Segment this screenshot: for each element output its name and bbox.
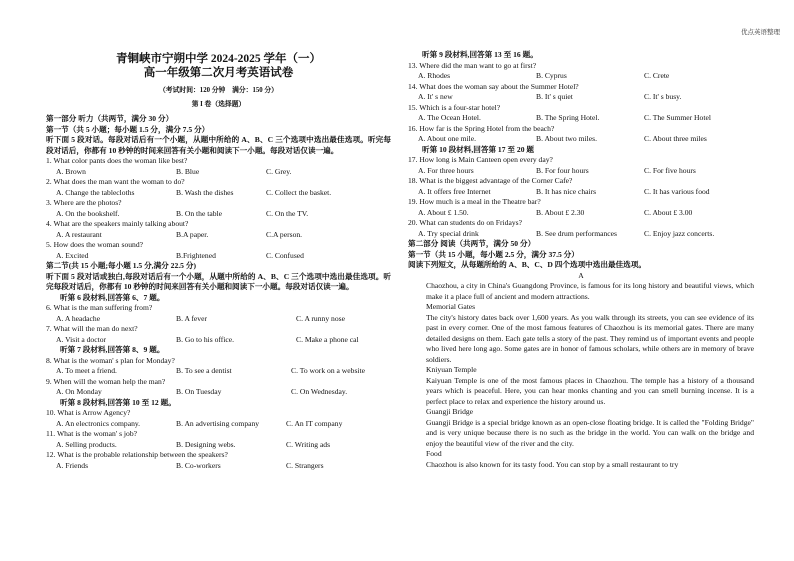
part1-sec1-instructions: 听下面 5 段对话。每段对话后有一个小题，从题中所给的 A、B、C 三个选项中选出最佳选项。听完每段对话后，你都有 10 秒钟的时间来回答有关小题和阅读下一小题。每段对话仅读一遍。 [46,135,391,155]
question-stem: 7. What will the man do next? [46,324,138,333]
right-column [408,50,754,470]
option-b: B.Frightened [176,250,216,260]
part2-title: 第二部分 阅读（共两节，满分 50 分） [408,239,536,248]
option-c: C.A person. [266,229,303,239]
option-b: B. The Spring Hotel. [536,113,600,122]
question-stem: 12. What is the probable relationship between the speakers? [46,450,228,459]
option-a: A. It offers free Internet [418,186,491,196]
option-c: C. Grey. [266,166,292,176]
question-group-17-20 [408,155,754,239]
question-options [46,314,391,325]
option-c: C. It has various food [644,186,710,196]
question-options [408,229,754,240]
option-a: A. On Monday [56,387,102,396]
option-b: B. About two miles. [536,134,597,143]
option-a: A. For three hours [418,165,474,175]
question-group-10-12 [46,408,391,471]
option-b: B. See drum performances [536,228,617,238]
option-a: A. Change the tablecloths [56,187,135,197]
material-8-intro: 听第 8 段材料,回答第 10 至 12 题。 [60,397,176,407]
option-c: C. To work on a website [291,366,365,375]
option-b: B. Go to his office. [176,334,235,344]
option-c: C. Writing ads [286,439,331,449]
option-c: C. Strangers [286,460,324,470]
question-options [408,187,754,198]
question-stem: 3. Where are the photos? [46,198,122,207]
material-10-intro: 听第 10 段材料,回答第 17 至 20 题 [422,144,535,154]
question-group-1-5 [46,156,391,261]
question-stem: 15. Which is a four-star hotel? [408,102,501,112]
part1-sec1-title: 第一节（共 5 小题；每小题 1.5 分，满分 7.5 分） [46,124,210,134]
question-options [46,461,391,472]
school-title: 青铜峡市宁朔中学 2024-2025 学年（一） [115,53,322,65]
material-7-intro: 听第 7 段材料,回答第 8、9 题。 [60,345,165,354]
passage-heading-3: Guangji Bridge [426,407,474,416]
option-a: A. To meet a friend. [56,366,117,375]
option-c: C. A runny nose [296,313,345,323]
part1-title: 第一部分 听力（共两节，满分 30 分） [46,114,174,123]
option-a: A. A headache [56,313,101,323]
option-b: B. Blue [176,166,200,176]
question-stem: 19. How much is a meal in the Theatre bar? [408,197,541,206]
question-stem: 20. What can students do on Fridays? [408,218,522,227]
option-b: B. About £ 2.30 [536,207,585,217]
option-a: A. It' s new [418,92,453,101]
material-9-intro: 听第 9 段材料,回答第 13 至 16 题。 [422,50,538,59]
option-a: A. Selling products. [56,439,117,449]
question-stem: 13. Where did the man want to go at first? [408,60,537,70]
question-stem: 16. How far is the Spring Hotel from the beach? [408,123,555,133]
option-a: A. About one mile. [418,134,477,143]
question-options [408,113,754,124]
passage-para-3: Guangji Bridge is a special bridge known as an open-close floating bridge. It is called the "Folding Bridge" and is very unique because there is no such as the bridge in the world. You can walk on the bridge and enjoy the beautiful view of the river and the city. [426,417,754,448]
question-options [46,387,391,398]
question-options [46,440,391,451]
option-b: B. Cyprus [536,71,567,80]
part2-instructions: 阅读下列短文，从每题所给的 A、B、C、D 四个选项中选出最佳选项。 [408,260,646,269]
question-options [46,230,391,241]
question-stem: 5. How does the woman sound? [46,240,144,249]
passage-para-2: Kaiyuan Temple is one of the most famous places in Chaozhou. The temple has a history of a thousand years which is peaceful. Here, you can hear monks chanting and you can smell burning incense. It is a perfect place to relax and experience the history around us. [426,375,754,406]
question-stem: 8. What is the woman' s plan for Monday? [46,355,175,365]
exam-title: 高一年级第二次月考英语试卷 [143,67,294,79]
passage-heading-2: Kniyuan Temple [426,365,477,374]
passage-heading-4: Food [426,449,442,458]
option-b: B. It has nice chairs [536,186,597,196]
option-b: B. Co-workers [176,460,221,470]
question-stem: 18. What is the biggest advantage of the Corner Cafe? [408,176,573,185]
question-options [408,166,754,177]
question-group-8-9 [46,356,391,398]
option-b: B. Wash the dishes [176,187,234,197]
question-options [408,134,754,145]
option-a: A. About £ 1.50. [418,207,469,217]
option-b: B. On Tuesday [176,387,222,396]
option-c: C. Collect the basket. [266,187,332,197]
part1-sec2-instructions: 听下面 5 段对话或独白,每段对话后有一个小题，从题中所给的 A、B、C 三个选项中选出最佳选项。听完每段对话后，你都有 10 秒钟的时间来回答有关小题和阅读下一小题。每段对话仅读一遍。 [46,271,391,291]
option-a: A. On the bookshelf. [56,208,120,218]
question-options [46,335,391,346]
question-options [46,188,391,199]
option-b: B. An advertising company [176,418,260,428]
option-b: B. Designing webs. [176,439,236,449]
question-options [46,419,391,430]
question-options [46,209,391,220]
option-c: C. Confused [266,250,304,260]
option-a: A. An electronics company. [56,418,141,428]
option-b: B. To see a dentist [176,366,232,375]
volume-title: 第 I 卷（选择题） [191,100,246,108]
question-stem: 11. What is the woman' s job? [46,429,138,438]
question-stem: 2. What does the man want the woman to do? [46,177,185,186]
option-b: B. On the table [176,208,222,218]
option-c: C. The Summer Hotel [644,113,711,122]
passage-intro: Chaozhou, a city in China's Guangdong Province, is famous for its long history and beautiful views, which make it a place full of ancient and modern attractions. [426,281,754,301]
option-a: A. Brown [56,166,86,176]
option-b: B. A fever [176,313,208,323]
part2-sec1-title: 第一节（共 15 小题，每小题 2.5 分，满分 37.5 分） [408,249,579,259]
question-stem: 17. How long is Main Canteen open every day? [408,155,553,164]
option-c: C. Crete [644,71,670,80]
option-a: A. Try special drink [418,228,479,238]
passage-para-1: The city's history dates back over 1,600 years. As you walk through its streets, you can see evidence of its past in every corner. One of the most famous features of Chaozhou is its memorial gates. There are many detailed designs on them. Each gate tells a story of the past. They remind us of important events and people who lived here long ago. Some gates are in honor of famous scholars, while others are in memory of brave soldiers. [426,312,754,364]
option-c: C. On the TV. [266,208,309,218]
question-group-6-7 [46,303,391,345]
question-options [46,167,391,178]
option-b: B. For four hours [536,165,589,175]
option-c: C. Make a phone cal [296,334,359,344]
option-c: C. An IT company [286,418,343,428]
part1-sec2-title: 第二节(共 15 小题;每小题 1.5 分,满分 22.5 分) [46,261,196,270]
passage-label: A [578,270,584,280]
question-stem: 10. What is Arrow Agency? [46,408,131,417]
material-6-intro: 听第 6 段材料,回答第 6、7 题。 [60,292,165,302]
question-group-13-16 [408,61,754,145]
option-c: C. For five hours [644,165,696,175]
question-options [408,208,754,219]
option-a: A. A restaurant [56,229,102,239]
question-stem: 1. What color pants does the woman like best? [46,156,188,165]
option-a: A. Excited [56,250,89,260]
option-c: C. About £ 3.00 [644,207,693,217]
question-options [408,92,754,103]
option-a: A. The Ocean Hotel. [418,113,481,122]
passage-heading-1: Memorial Gates [426,302,476,311]
left-column [46,52,391,471]
question-options [46,366,391,377]
option-c: C. About three miles [644,134,707,143]
option-c: C. It' s busy. [644,92,682,101]
option-b: B. It' s quiet [536,92,573,101]
option-a: A. Rhodes [418,71,451,80]
option-c: C. On Wednesday. [291,387,348,396]
watermark: 优点英语整理 [741,29,780,36]
option-c: C. Enjoy jazz concerts. [644,228,715,238]
exam-info: （考试时间：120 分钟 满分：150 分） [159,87,278,94]
option-a: A. Visit a doctor [56,334,107,344]
question-stem: 9. When will the woman help the man? [46,376,166,386]
question-stem: 14. What does the woman say about the Summer Hotel? [408,81,579,91]
question-options [46,251,391,262]
option-b: B.A paper. [176,229,209,239]
question-options [408,71,754,82]
question-stem: 4. What are the speakers mainly talking about? [46,219,189,228]
option-a: A. Friends [56,460,89,470]
passage-para-4: Chaozhou is also known for its tasty food. You can stop by a small restaurant to try [426,459,679,469]
question-stem: 6. What is the man suffering from? [46,303,153,312]
